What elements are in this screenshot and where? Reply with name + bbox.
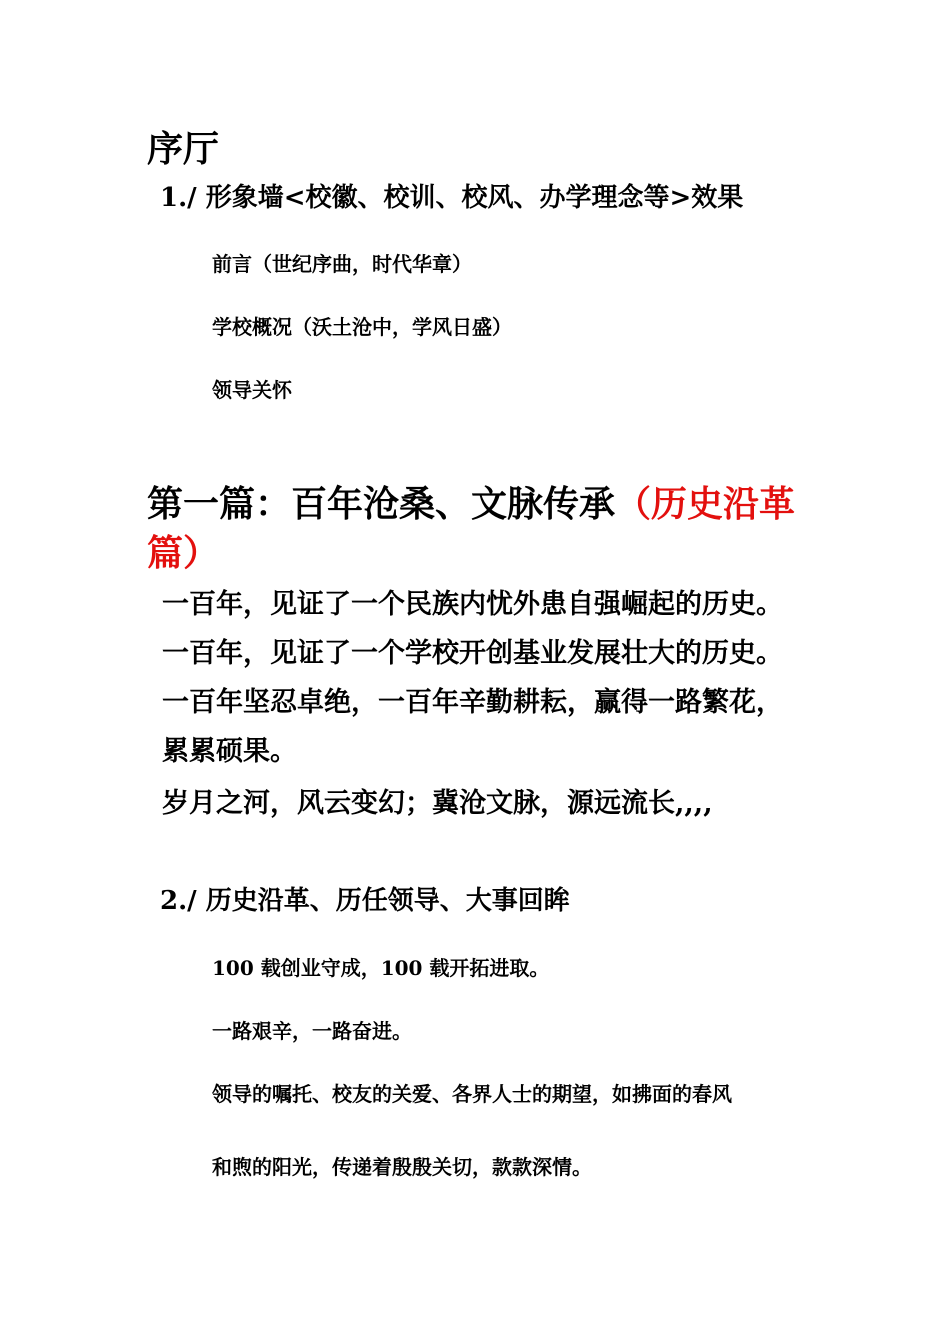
chapter1-title-subtitle-part2: 篇） <box>147 532 220 574</box>
chapter1-item-2: 2./ 历史沿革、历任领导、大事回眸 <box>160 886 570 916</box>
preface-item-1: 1./ 形象墙<校徽、校训、校风、办学理念等>效果 <box>160 183 744 213</box>
item2-line-4: 和煦的阳光，传递着殷殷关切，款款深情。 <box>212 1155 592 1179</box>
preface-subitem-leadership-care: 领导关怀 <box>212 378 292 402</box>
preface-subitem-foreword: 前言（世纪序曲，时代华章） <box>212 252 472 276</box>
preface-subitem-school-overview: 学校概况（沃土沧中，学风日盛） <box>212 315 512 339</box>
chapter1-paragraph-line-1: 一百年，见证了一个民族内忧外患自强崛起的历史。 <box>162 589 783 620</box>
item2-line-3: 领导的嘱托、校友的关爱、各界人士的期望，如拂面的春风 <box>212 1082 732 1106</box>
item2-line-1: 100 载创业守成，100 载开拓进取。 <box>212 956 550 980</box>
chapter1-title-line1 <box>147 483 796 525</box>
chapter1-paragraph-line-2: 一百年，见证了一个学校开创基业发展壮大的历史。 <box>162 638 783 669</box>
chapter1-paragraph-line-5: 岁月之河，风云变幻；冀沧文脉，源远流长,,,, <box>162 788 713 819</box>
section-title-preface: 序厅 <box>147 128 220 170</box>
chapter1-title-subtitle-part1: （历史沿革 <box>615 483 796 525</box>
chapter1-title-main: 第一篇：百年沧桑、文脉传承 <box>147 483 616 525</box>
item2-line-2: 一路艰辛，一路奋进。 <box>212 1019 412 1043</box>
chapter1-paragraph-line-3: 一百年坚忍卓绝，一百年辛勤耕耘，赢得一路繁花， <box>162 687 783 718</box>
chapter1-paragraph-line-4: 累累硕果。 <box>162 736 297 767</box>
